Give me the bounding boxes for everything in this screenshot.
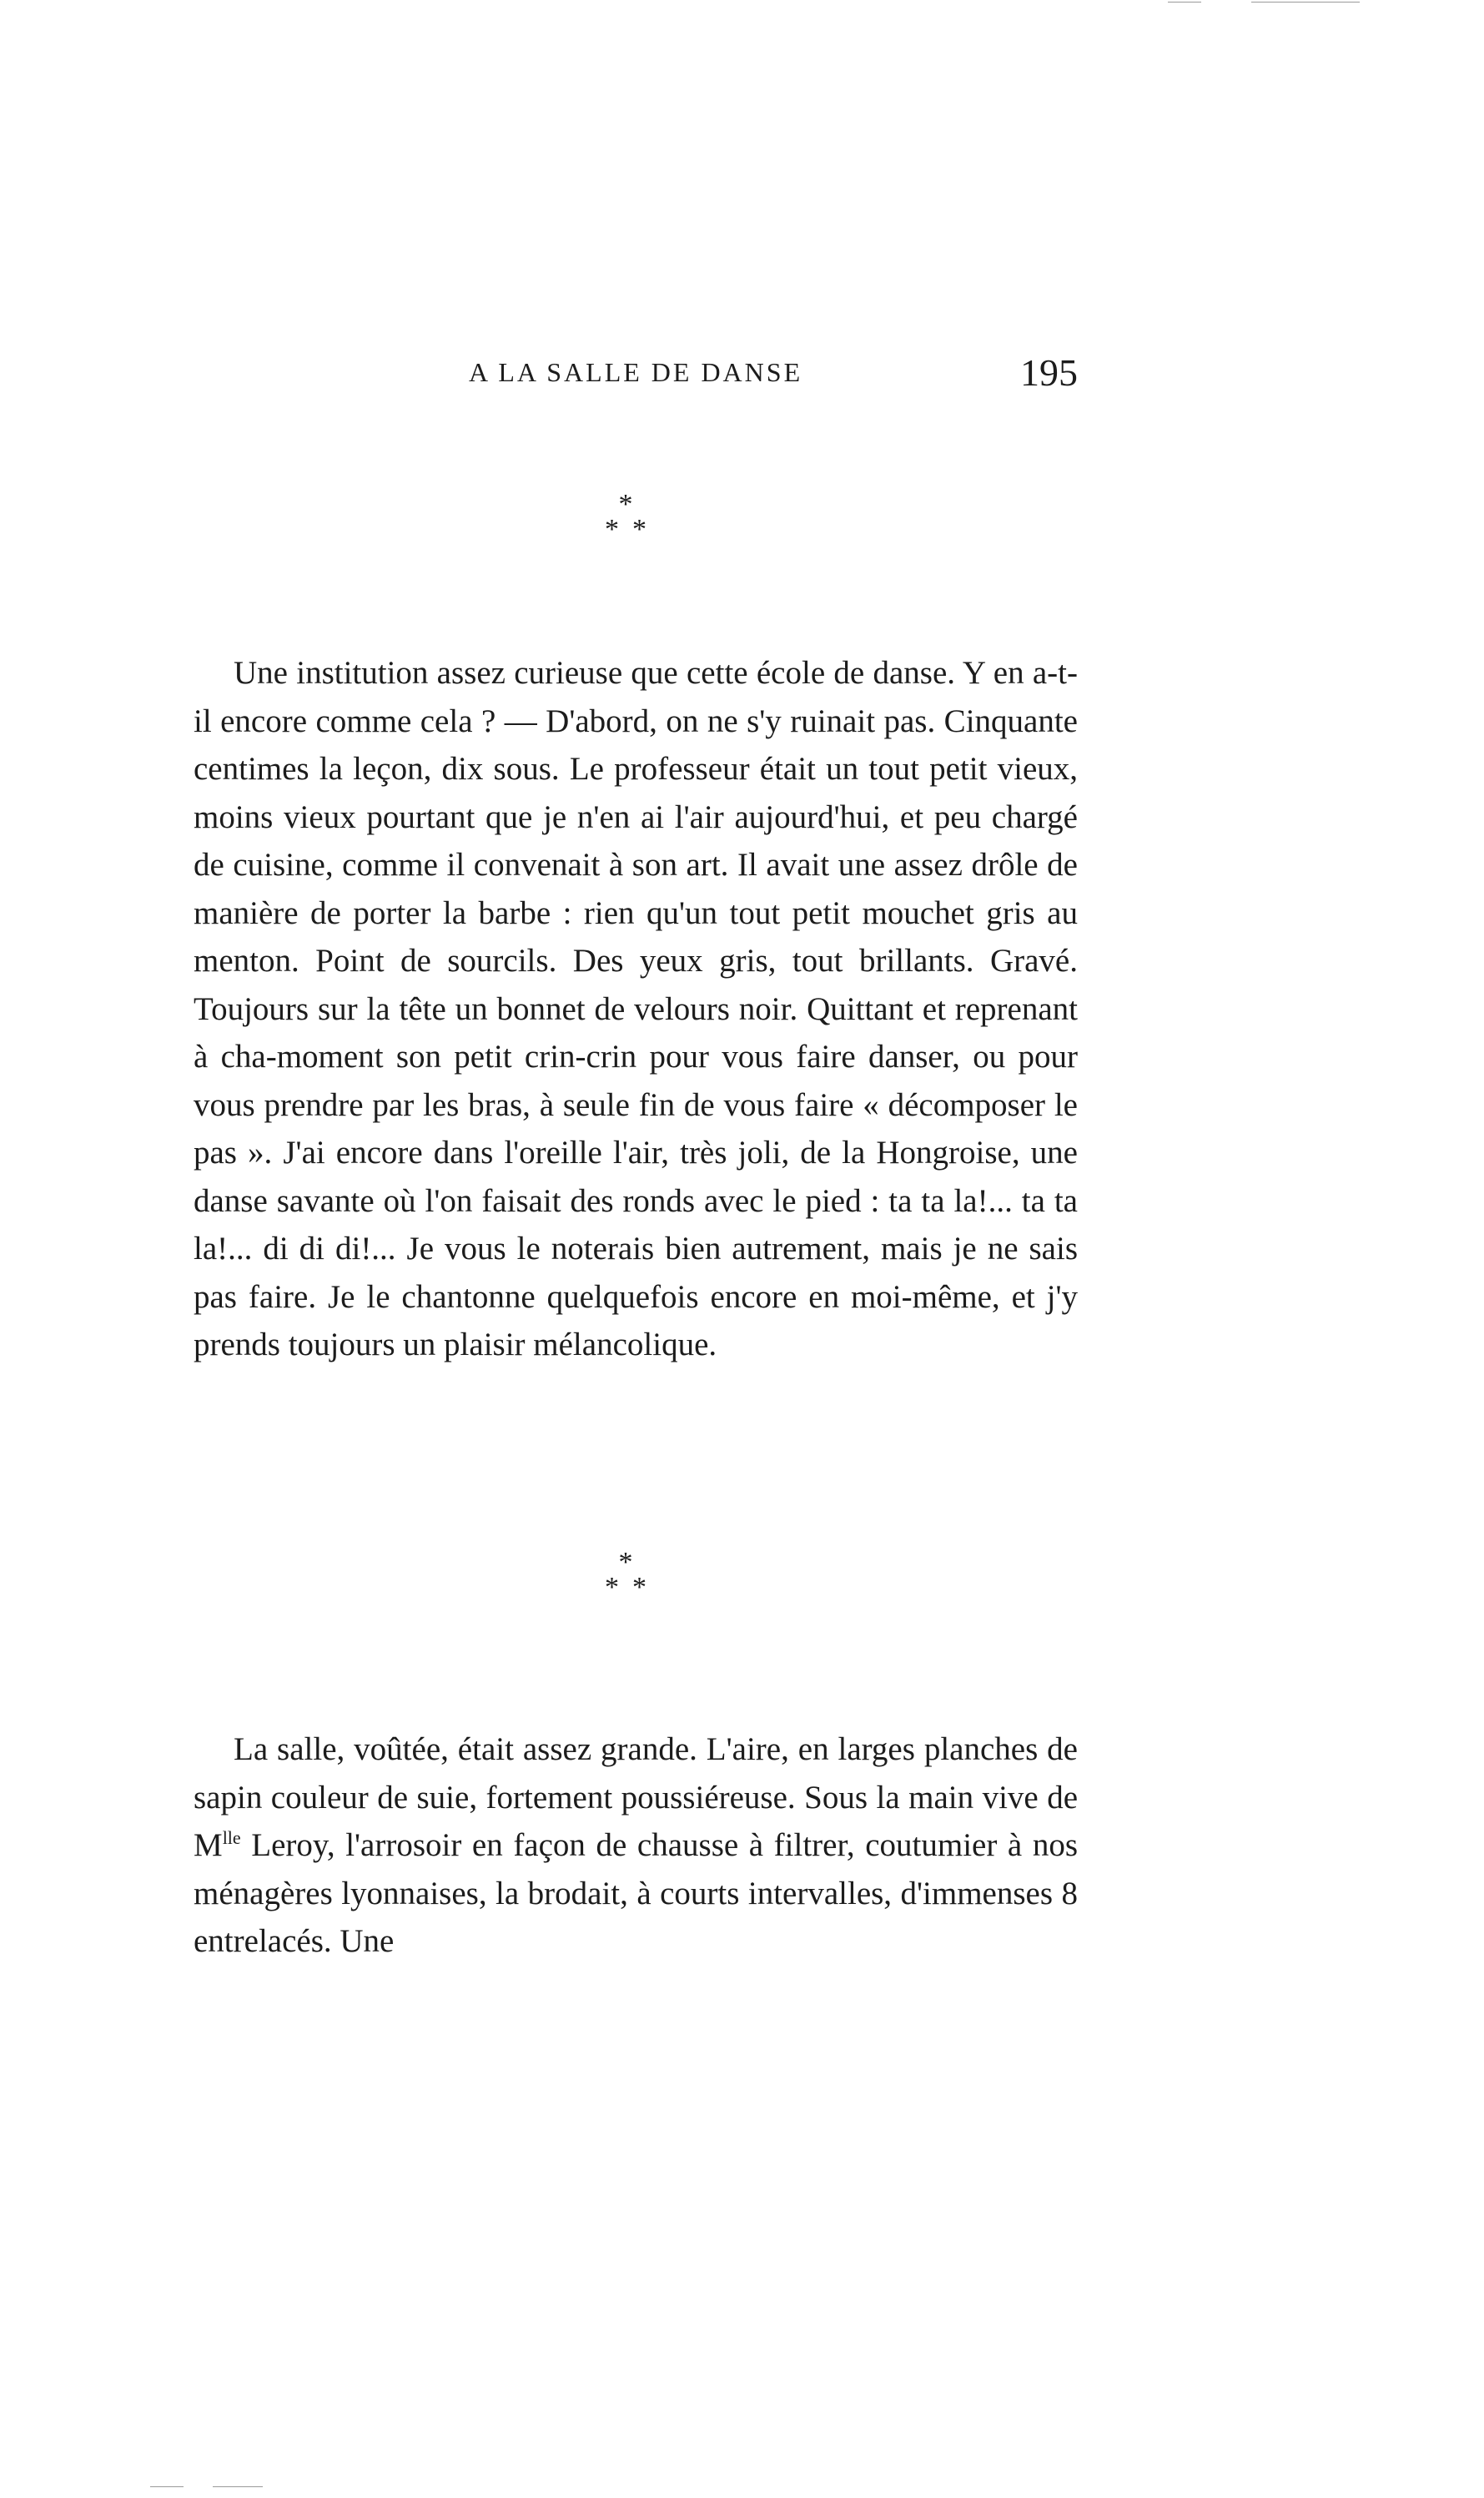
text-section-2 [194, 1725, 1078, 1966]
scan-edge-mark [1168, 2, 1201, 3]
scan-edge-mark [150, 2486, 184, 2487]
paragraph-dance-school: Une institution assez curieuse que cette école de danse. Y en a-t-il encore comme cela ? — D'abord, on ne s'y ruinait pas. Cinquante centimes la leçon, dix sous. Le professeur était un tout petit vieux, moins vieux pourtant que je n'en ai l'air aujourd'hui, et peu chargé de cuisine, comme il convenait à son art. Il avait une assez drôle de manière de porter la barbe : rien qu'un tout petit mouchet gris au menton. Point de sourcils. Des yeux gris, tout brillants. Gravé. Toujours sur la tête un bonnet de velours noir. Quittant et reprenant à cha-moment son petit crin-crin pour vous faire danser, ou pour vous prendre par les bras, à seule fin de vous faire « décomposer le pas ». J'ai encore dans l'oreille l'air, très joli, de la Hongroise, une danse savante où l'on faisait des ronds avec le pied : ta ta la!... ta ta la!... di di di!... Je vous le noterais bien autrement, mais je ne sais pas faire. Je le chantonne quelquefois encore en moi-même, et j'y prends toujours un plaisir mélancolique. [194, 655, 1078, 1362]
asterism-bottom: ** [605, 1572, 660, 1603]
section-break-asterism [584, 489, 667, 545]
asterism-bottom: ** [605, 514, 660, 545]
section-break-asterism [584, 1547, 667, 1603]
paragraph-text-start: La salle, voûtée, était assez grande. L'aire, en larges planches de sapin couleur de suie, fortement poussiéreuse. Sous la main vive de M [194, 1731, 1078, 1863]
title-superscript: lle [222, 1827, 241, 1848]
asterism-top: * [618, 489, 633, 520]
scan-edge-mark [213, 2486, 263, 2487]
asterism-top: * [618, 1547, 633, 1578]
running-head [194, 350, 1078, 400]
paragraph-text-end: Leroy, l'arrosoir en façon de chausse à filtrer, coutumier à nos ménagères lyonnaises, la brodait, à courts intervalles, d'immenses 8 entrelacés. Une [194, 1827, 1078, 1959]
paragraph-dance-hall [194, 1725, 1078, 1966]
running-title: A LA SALLE DE DANSE [469, 357, 803, 387]
page-number: 195 [1020, 351, 1078, 394]
scan-edge-mark [1251, 2, 1360, 3]
text-section-1 [194, 649, 1078, 1369]
